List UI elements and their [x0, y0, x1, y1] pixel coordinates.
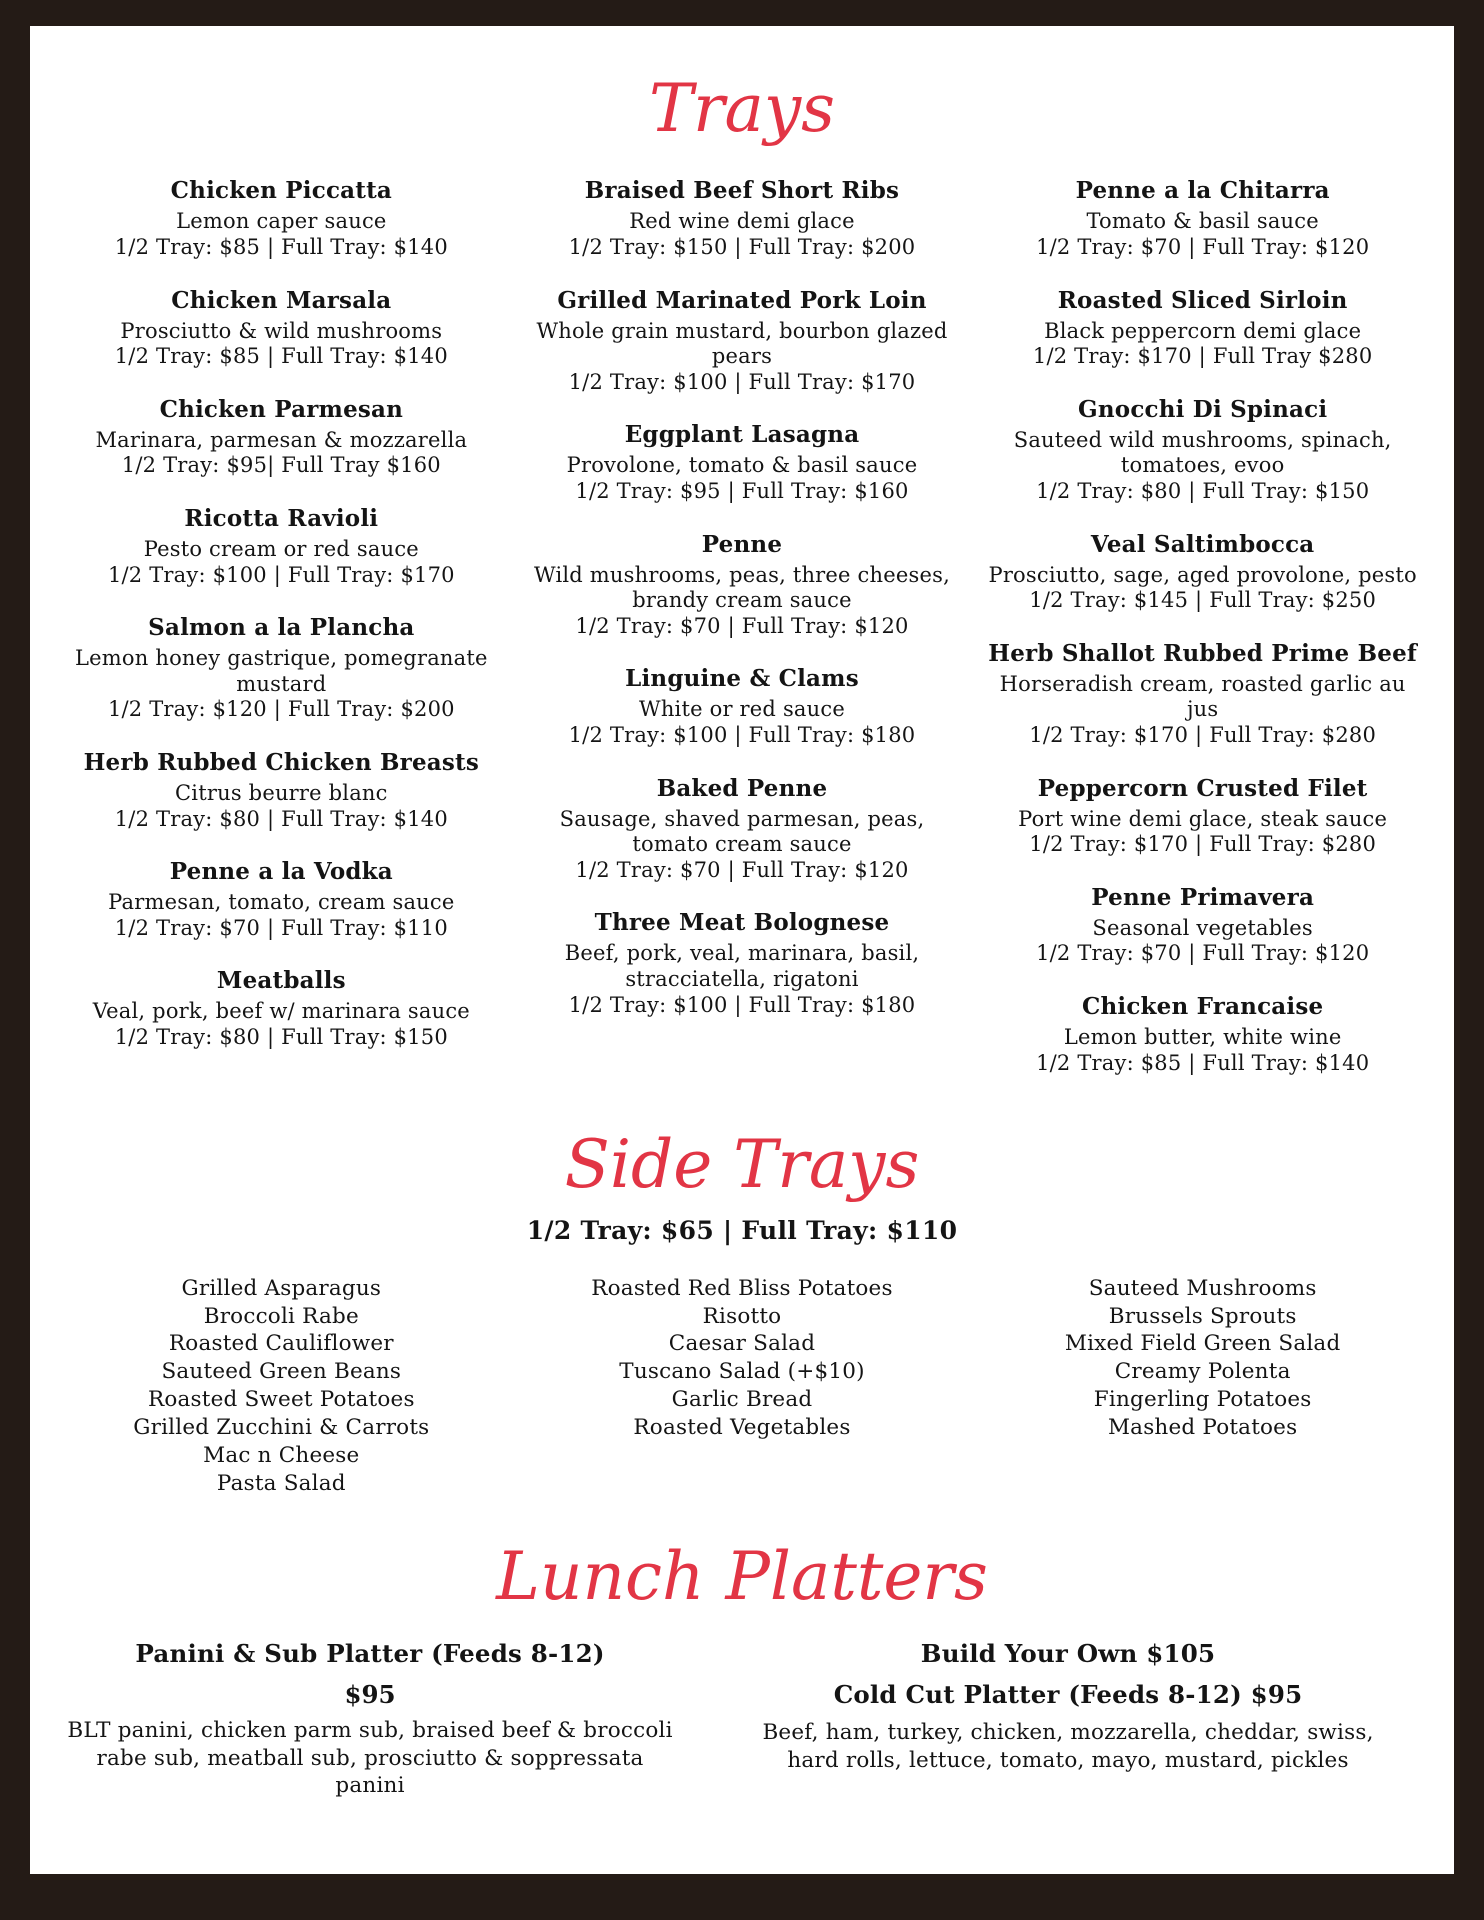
- menu-item-price: 1/2 Tray: $85 | Full Tray: $140: [1036, 1050, 1370, 1075]
- menu-item-price: 1/2 Tray: $70 | Full Tray: $120: [575, 857, 909, 882]
- menu-item-price: 1/2 Tray: $170 | Full Tray $280: [1032, 344, 1373, 369]
- menu-item-price: 1/2 Tray: $80 | Full Tray: $150: [1036, 478, 1370, 503]
- menu-item: [985, 177, 1420, 260]
- side-tray-item: Roasted Red Bliss Potatoes: [591, 1275, 893, 1301]
- side-tray-item: Roasted Cauliflower: [168, 1331, 394, 1357]
- side-trays-section-title: Side Trays: [564, 1126, 920, 1204]
- menu-item: [525, 909, 960, 1018]
- side-tray-item: Tuscano Salad (+$10): [619, 1359, 865, 1385]
- lunch-platters-section-title: Lunch Platters: [496, 1538, 988, 1616]
- side-tray-item: Grilled Asparagus: [181, 1275, 382, 1301]
- menu-item: [64, 967, 499, 1050]
- menu-item-description: Sausage, shaved parmesan, peas, tomato cream sauce: [559, 806, 925, 857]
- menu-item-description: Whole grain mustard, bourbon glazed pears: [536, 318, 948, 369]
- menu-item-description: Citrus beurre blanc: [175, 781, 388, 805]
- menu-item-name: Salmon a la Plancha: [148, 614, 415, 642]
- side-tray-item: Sauteed Green Beans: [161, 1359, 402, 1385]
- menu-item-price: 1/2 Tray: $100 | Full Tray: $180: [568, 723, 916, 747]
- menu-item-name: Chicken Piccatta: [170, 177, 393, 205]
- trays-column-3: [985, 177, 1420, 1102]
- menu-item-name: Roasted Sliced Sirloin: [1057, 286, 1348, 314]
- menu-item-name: Linguine & Clams: [625, 665, 859, 693]
- side-tray-item: Fingerling Potatoes: [1093, 1387, 1312, 1413]
- menu-item-description: Beef, pork, veal, marinara, basil, stracciatella, rigatoni: [564, 941, 920, 992]
- lunch-platters-grid: [64, 1637, 1420, 1800]
- side-tray-item: Roasted Vegetables: [633, 1415, 851, 1441]
- menu-item-name: Ricotta Ravioli: [184, 504, 379, 532]
- menu-item-name: Chicken Francaise: [1081, 993, 1324, 1021]
- menu-item: [525, 421, 960, 504]
- menu-item: [985, 884, 1420, 967]
- menu-item-name: Chicken Marsala: [171, 286, 392, 314]
- menu-item-price: 1/2 Tray: $100 | Full Tray: $170: [107, 562, 455, 587]
- trays-column-2: [525, 177, 960, 1102]
- menu-item: [64, 396, 499, 479]
- menu-item-name: Veal Saltimbocca: [1090, 530, 1315, 558]
- build-your-own-heading: Build Your Own $105: [920, 1639, 1216, 1669]
- menu-item: [985, 396, 1420, 505]
- menu-item-description: White or red sauce: [639, 697, 845, 722]
- menu-item-price: 1/2 Tray: $85 | Full Tray: $140: [114, 344, 448, 369]
- side-trays-grid: [64, 1275, 1420, 1499]
- menu-item-description: Lemon honey gastrique, pomegranate mustard: [75, 646, 488, 696]
- side-tray-item: Broccoli Rabe: [203, 1303, 359, 1329]
- menu-item: [64, 287, 499, 370]
- menu-item-description: Seasonal vegetables: [1092, 915, 1313, 940]
- menu-item: [64, 858, 499, 941]
- menu-item-price: 1/2 Tray: $150 | Full Tray: $200: [568, 234, 916, 259]
- menu-item-price: 1/2 Tray: $70 | Full Tray: $120: [1036, 234, 1370, 259]
- menu-item-description: Horseradish cream, roasted garlic au jus: [999, 671, 1406, 722]
- menu-item-description: Pesto cream or red sauce: [143, 536, 419, 561]
- menu-item-price: 1/2 Tray: $170 | Full Tray: $280: [1029, 832, 1377, 857]
- menu-item-description: Prosciutto & wild mushrooms: [120, 318, 443, 343]
- side-tray-item: Roasted Sweet Potatoes: [147, 1387, 415, 1413]
- menu-item-description: Marinara, parmesan & mozzarella: [95, 427, 468, 452]
- menu-item-description: Parmesan, tomato, cream sauce: [108, 890, 455, 915]
- side-tray-item: Mac n Cheese: [203, 1443, 360, 1469]
- menu-item-price: 1/2 Tray: $70 | Full Tray: $120: [575, 613, 909, 638]
- menu-item-name: Penne Primavera: [1091, 883, 1315, 911]
- menu-item: [525, 287, 960, 396]
- cold-cut-platter: [716, 1637, 1420, 1800]
- menu-item-description: Red wine demi glace: [629, 209, 855, 234]
- lunch-platters-section: [64, 1538, 1420, 1800]
- menu-item-name: Herb Rubbed Chicken Breasts: [83, 749, 480, 776]
- menu-item-price: 1/2 Tray: $95| Full Tray $160: [121, 453, 441, 478]
- menu-item-name: Herb Shallot Rubbed Prime Beef: [988, 639, 1418, 667]
- side-tray-item: Pasta Salad: [216, 1471, 346, 1497]
- side-trays-section: [64, 1126, 1420, 1498]
- side-tray-item: Sauteed Mushrooms: [1088, 1275, 1317, 1301]
- menu-item-name: Peppercorn Crusted Filet: [1037, 774, 1368, 802]
- menu-item-price: 1/2 Tray: $100 | Full Tray: $170: [568, 369, 916, 394]
- menu-item: [525, 665, 960, 748]
- menu-item-name: Baked Penne: [656, 774, 828, 802]
- side-tray-item: Mixed Field Green Salad: [1064, 1331, 1341, 1357]
- menu-item: [525, 775, 960, 884]
- side-tray-item: Garlic Bread: [671, 1387, 813, 1413]
- menu-item: [985, 531, 1420, 614]
- menu-item-price: 1/2 Tray: $95 | Full Tray: $160: [575, 478, 909, 503]
- menu-item: [985, 775, 1420, 858]
- side-tray-item: Caesar Salad: [668, 1331, 816, 1357]
- cold-cut-platter-description: Beef, ham, turkey, chicken, mozzarella, cheddar, swiss, hard rolls, lettuce, tomato, mayo, mustard, pickles: [762, 1720, 1374, 1773]
- menu-item-price: 1/2 Tray: $70 | Full Tray: $120: [1036, 941, 1370, 966]
- menu-item-price: 1/2 Tray: $80 | Full Tray: $140: [114, 806, 448, 831]
- side-trays-column-1: [64, 1275, 499, 1499]
- menu-item: [525, 531, 960, 640]
- side-tray-item: Creamy Polenta: [1114, 1359, 1291, 1385]
- menu-item-description: Prosciutto, sage, aged provolone, pesto: [988, 562, 1417, 587]
- menu-item-description: Port wine demi glace, steak sauce: [1018, 806, 1388, 831]
- menu-item: [985, 287, 1420, 370]
- menu-item-description: Wild mushrooms, peas, three cheeses, brandy cream sauce: [534, 562, 950, 613]
- menu-item-description: Lemon butter, white wine: [1063, 1025, 1342, 1050]
- menu-item: [525, 177, 960, 260]
- menu-item-name: Penne: [701, 530, 783, 558]
- panini-platter-heading: Panini & Sub Platter (Feeds 8-12): [135, 1639, 605, 1669]
- menu-item: [64, 749, 499, 832]
- side-tray-item: Mashed Potatoes: [1107, 1415, 1298, 1441]
- menu-item-description: Black peppercorn demi glace: [1044, 318, 1362, 343]
- menu-item-name: Penne a la Vodka: [169, 858, 393, 886]
- menu-item-name: Meatballs: [216, 967, 346, 995]
- menu-item-description: Provolone, tomato & basil sauce: [566, 453, 918, 478]
- menu-item-description: Sauteed wild mushrooms, spinach, tomatoes, evoo: [1013, 427, 1392, 478]
- menu-item-price: 1/2 Tray: $85 | Full Tray: $140: [114, 234, 448, 259]
- menu-item-price: 1/2 Tray: $100 | Full Tray: $180: [568, 992, 916, 1017]
- menu-item-description: Lemon caper sauce: [176, 209, 387, 234]
- trays-section-title: Trays: [648, 70, 836, 147]
- menu-item-price: 1/2 Tray: $70 | Full Tray: $110: [114, 915, 448, 940]
- menu-item: [64, 177, 499, 260]
- menu-item-description: Tomato & basil sauce: [1086, 209, 1319, 234]
- side-trays-column-2: [525, 1275, 960, 1499]
- menu-item-description: Veal, pork, beef w/ marinara sauce: [92, 999, 470, 1024]
- side-tray-item: Grilled Zucchini & Carrots: [133, 1415, 430, 1441]
- menu-item: [985, 993, 1420, 1076]
- menu-item-price: 1/2 Tray: $80 | Full Tray: $150: [114, 1025, 448, 1050]
- menu-item: [64, 505, 499, 588]
- menu-item: [64, 614, 499, 723]
- trays-column-1: [64, 177, 499, 1102]
- menu-item-price: 1/2 Tray: $120 | Full Tray: $200: [107, 697, 455, 722]
- menu-item-name: Eggplant Lasagna: [624, 421, 860, 449]
- menu-item-name: Gnocchi Di Spinaci: [1078, 395, 1328, 423]
- menu-item-name: Grilled Marinated Pork Loin: [557, 286, 927, 314]
- menu-item-name: Braised Beef Short Ribs: [584, 177, 900, 205]
- menu-item-price: 1/2 Tray: $170 | Full Tray: $280: [1029, 723, 1377, 747]
- side-tray-item: Risotto: [702, 1303, 782, 1329]
- menu-sheet: [30, 26, 1454, 1874]
- menu-item-name: Three Meat Bolognese: [594, 909, 890, 937]
- panini-platter-price: $95: [344, 1680, 396, 1710]
- side-trays-price-line: 1/2 Tray: $65 | Full Tray: $110: [526, 1215, 958, 1245]
- cold-cut-platter-heading: Cold Cut Platter (Feeds 8-12) $95: [833, 1680, 1303, 1710]
- menu-item-name: Chicken Parmesan: [159, 395, 404, 423]
- side-trays-column-3: [985, 1275, 1420, 1499]
- panini-sub-platter: [64, 1637, 676, 1800]
- side-tray-item: Brussels Sprouts: [1108, 1303, 1297, 1329]
- panini-platter-description: BLT panini, chicken parm sub, braised beef & broccoli rabe sub, meatball sub, prosciutto & soppressata panini: [67, 1718, 673, 1799]
- menu-item-name: Penne a la Chitarra: [1075, 177, 1330, 205]
- menu-item: [985, 640, 1420, 749]
- menu-item-price: 1/2 Tray: $145 | Full Tray: $250: [1029, 588, 1377, 613]
- trays-grid: [64, 177, 1420, 1102]
